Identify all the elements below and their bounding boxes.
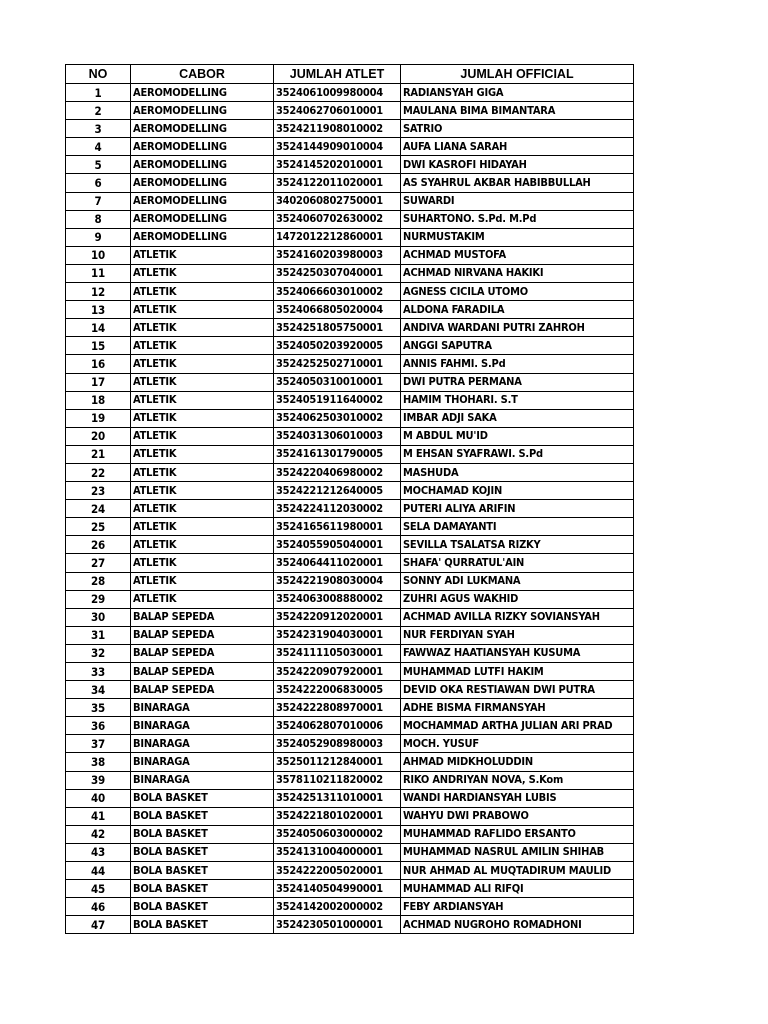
row-jumlah-atlet: 3524066805020004 xyxy=(274,301,401,319)
row-cabor: AEROMODELLING xyxy=(131,120,274,138)
row-cabor: BALAP SEPEDA xyxy=(131,626,274,644)
row-jumlah-official: NUR AHMAD AL MUQTADIRUM MAULID xyxy=(401,862,634,880)
row-jumlah-atlet: 3524050603000002 xyxy=(274,825,401,843)
row-jumlah-atlet: 3524122011020001 xyxy=(274,174,401,192)
row-jumlah-atlet: 3524230501000001 xyxy=(274,916,401,934)
row-jumlah-official: ADHE BISMA FIRMANSYAH xyxy=(401,699,634,717)
table-row xyxy=(66,735,634,753)
row-jumlah-atlet: 3524250307040001 xyxy=(274,264,401,282)
table-row xyxy=(66,699,634,717)
header-jumlah-official: JUMLAH OFFICIAL xyxy=(401,65,634,84)
row-jumlah-atlet: 3524220912020001 xyxy=(274,608,401,626)
table-row xyxy=(66,482,634,500)
table-row xyxy=(66,753,634,771)
row-cabor: BOLA BASKET xyxy=(131,916,274,934)
header-row xyxy=(66,65,634,84)
row-no: 42 xyxy=(66,825,131,843)
row-no: 34 xyxy=(66,681,131,699)
row-jumlah-official: MOCH. YUSUF xyxy=(401,735,634,753)
table-row xyxy=(66,590,634,608)
row-cabor: ATLETIK xyxy=(131,373,274,391)
row-no: 36 xyxy=(66,717,131,735)
row-jumlah-official: MUHAMMAD LUTFI HAKIM xyxy=(401,663,634,681)
row-cabor: BOLA BASKET xyxy=(131,880,274,898)
row-cabor: ATLETIK xyxy=(131,246,274,264)
table-row xyxy=(66,663,634,681)
row-no: 47 xyxy=(66,916,131,934)
table-row xyxy=(66,102,634,120)
row-no: 41 xyxy=(66,807,131,825)
row-cabor: AEROMODELLING xyxy=(131,210,274,228)
row-cabor: ATLETIK xyxy=(131,463,274,481)
table-row xyxy=(66,681,634,699)
row-no: 12 xyxy=(66,283,131,301)
row-jumlah-atlet: 3524050310010001 xyxy=(274,373,401,391)
row-cabor: ATLETIK xyxy=(131,319,274,337)
row-jumlah-official: HAMIM THOHARI. S.T xyxy=(401,391,634,409)
row-jumlah-atlet: 3524161301790005 xyxy=(274,445,401,463)
row-jumlah-atlet: 3524066603010002 xyxy=(274,283,401,301)
row-no: 35 xyxy=(66,699,131,717)
table-body xyxy=(66,84,634,934)
row-cabor: ATLETIK xyxy=(131,536,274,554)
row-no: 44 xyxy=(66,862,131,880)
row-jumlah-atlet: 3524224112030002 xyxy=(274,500,401,518)
row-no: 8 xyxy=(66,210,131,228)
row-jumlah-official: SEVILLA TSALATSA RIZKY xyxy=(401,536,634,554)
row-jumlah-atlet: 3524251311010001 xyxy=(274,789,401,807)
row-jumlah-atlet: 3402060802750001 xyxy=(274,192,401,210)
row-no: 39 xyxy=(66,771,131,789)
row-cabor: BOLA BASKET xyxy=(131,862,274,880)
row-jumlah-atlet: 3524231904030001 xyxy=(274,626,401,644)
row-jumlah-official: FAWWAZ HAATIANSYAH KUSUMA xyxy=(401,644,634,662)
row-no: 32 xyxy=(66,644,131,662)
row-jumlah-atlet: 3524061009980004 xyxy=(274,84,401,102)
row-no: 22 xyxy=(66,463,131,481)
table-row xyxy=(66,717,634,735)
row-cabor: AEROMODELLING xyxy=(131,192,274,210)
row-cabor: BALAP SEPEDA xyxy=(131,608,274,626)
row-jumlah-atlet: 3524221908030004 xyxy=(274,572,401,590)
row-no: 28 xyxy=(66,572,131,590)
table-row xyxy=(66,500,634,518)
header-jumlah-atlet: JUMLAH ATLET xyxy=(274,65,401,84)
row-no: 23 xyxy=(66,482,131,500)
row-jumlah-atlet: 3524062503010002 xyxy=(274,409,401,427)
row-jumlah-official: NUR FERDIYAN SYAH xyxy=(401,626,634,644)
row-cabor: ATLETIK xyxy=(131,283,274,301)
row-no: 5 xyxy=(66,156,131,174)
table-row xyxy=(66,391,634,409)
table-row xyxy=(66,572,634,590)
row-cabor: ATLETIK xyxy=(131,590,274,608)
table-row xyxy=(66,825,634,843)
row-no: 40 xyxy=(66,789,131,807)
row-no: 15 xyxy=(66,337,131,355)
row-jumlah-atlet: 3524060702630002 xyxy=(274,210,401,228)
row-jumlah-official: M EHSAN SYAFRAWI. S.Pd xyxy=(401,445,634,463)
row-no: 19 xyxy=(66,409,131,427)
row-jumlah-atlet: 3524251805750001 xyxy=(274,319,401,337)
row-jumlah-atlet: 3524221801020001 xyxy=(274,807,401,825)
table-row xyxy=(66,319,634,337)
header-cabor: CABOR xyxy=(131,65,274,84)
row-cabor: BINARAGA xyxy=(131,717,274,735)
row-jumlah-atlet: 3524062706010001 xyxy=(274,102,401,120)
row-jumlah-atlet: 3524051911640002 xyxy=(274,391,401,409)
table-row xyxy=(66,228,634,246)
row-no: 17 xyxy=(66,373,131,391)
row-no: 37 xyxy=(66,735,131,753)
row-cabor: ATLETIK xyxy=(131,427,274,445)
row-no: 18 xyxy=(66,391,131,409)
row-cabor: BALAP SEPEDA xyxy=(131,663,274,681)
table-row xyxy=(66,373,634,391)
row-jumlah-official: ANNIS FAHMI. S.Pd xyxy=(401,355,634,373)
row-cabor: ATLETIK xyxy=(131,264,274,282)
row-jumlah-official: AS SYAHRUL AKBAR HABIBBULLAH xyxy=(401,174,634,192)
row-jumlah-atlet: 3578110211820002 xyxy=(274,771,401,789)
row-cabor: BINARAGA xyxy=(131,771,274,789)
row-no: 9 xyxy=(66,228,131,246)
table-row xyxy=(66,337,634,355)
row-jumlah-official: SELA DAMAYANTI xyxy=(401,518,634,536)
table-row xyxy=(66,264,634,282)
row-jumlah-official: SHAFA' QURRATUL'AIN xyxy=(401,554,634,572)
row-no: 6 xyxy=(66,174,131,192)
row-jumlah-official: ACHMAD NIRVANA HAKIKI xyxy=(401,264,634,282)
row-cabor: ATLETIK xyxy=(131,554,274,572)
row-jumlah-official: AGNESS CICILA UTOMO xyxy=(401,283,634,301)
row-jumlah-atlet: 3524160203980003 xyxy=(274,246,401,264)
row-no: 45 xyxy=(66,880,131,898)
row-jumlah-atlet: 3524142002000002 xyxy=(274,898,401,916)
row-jumlah-official: ANDIVA WARDANI PUTRI ZAHROH xyxy=(401,319,634,337)
row-jumlah-atlet: 3524052908980003 xyxy=(274,735,401,753)
row-jumlah-atlet: 3524062807010006 xyxy=(274,717,401,735)
row-cabor: AEROMODELLING xyxy=(131,156,274,174)
row-jumlah-atlet: 3524064411020001 xyxy=(274,554,401,572)
row-jumlah-atlet: 3524131004000001 xyxy=(274,843,401,861)
row-cabor: ATLETIK xyxy=(131,337,274,355)
row-jumlah-atlet: 1472012212860001 xyxy=(274,228,401,246)
row-no: 27 xyxy=(66,554,131,572)
row-cabor: ATLETIK xyxy=(131,391,274,409)
table-row xyxy=(66,626,634,644)
row-jumlah-atlet: 3524165611980001 xyxy=(274,518,401,536)
row-no: 2 xyxy=(66,102,131,120)
row-no: 46 xyxy=(66,898,131,916)
row-no: 13 xyxy=(66,301,131,319)
row-jumlah-official: DWI KASROFI HIDAYAH xyxy=(401,156,634,174)
row-jumlah-atlet: 3524222808970001 xyxy=(274,699,401,717)
table-row xyxy=(66,210,634,228)
row-jumlah-atlet: 3525011212840001 xyxy=(274,753,401,771)
row-jumlah-official: AUFA LIANA SARAH xyxy=(401,138,634,156)
table-row xyxy=(66,174,634,192)
row-no: 14 xyxy=(66,319,131,337)
table-row xyxy=(66,355,634,373)
row-jumlah-atlet: 3524211908010002 xyxy=(274,120,401,138)
row-jumlah-official: MUHAMMAD ALI RIFQI xyxy=(401,880,634,898)
row-no: 24 xyxy=(66,500,131,518)
row-no: 29 xyxy=(66,590,131,608)
row-cabor: BOLA BASKET xyxy=(131,898,274,916)
row-cabor: ATLETIK xyxy=(131,572,274,590)
row-jumlah-atlet: 3524222006830005 xyxy=(274,681,401,699)
row-jumlah-official: PUTERI ALIYA ARIFIN xyxy=(401,500,634,518)
table-row xyxy=(66,192,634,210)
row-jumlah-official: IMBAR ADJI SAKA xyxy=(401,409,634,427)
row-cabor: ATLETIK xyxy=(131,355,274,373)
row-no: 1 xyxy=(66,84,131,102)
row-jumlah-atlet: 3524222005020001 xyxy=(274,862,401,880)
row-jumlah-official: AHMAD MIDKHOLUDDIN xyxy=(401,753,634,771)
athlete-table xyxy=(65,64,634,934)
row-jumlah-official: M ABDUL MU'ID xyxy=(401,427,634,445)
row-jumlah-atlet: 3524220406980002 xyxy=(274,463,401,481)
row-jumlah-atlet: 3524050203920005 xyxy=(274,337,401,355)
row-cabor: BOLA BASKET xyxy=(131,807,274,825)
table-row xyxy=(66,536,634,554)
row-cabor: BOLA BASKET xyxy=(131,789,274,807)
table-row xyxy=(66,445,634,463)
table-row xyxy=(66,789,634,807)
table-row xyxy=(66,644,634,662)
row-no: 43 xyxy=(66,843,131,861)
row-no: 20 xyxy=(66,427,131,445)
table-row xyxy=(66,427,634,445)
table-row xyxy=(66,246,634,264)
row-jumlah-atlet: 3524145202010001 xyxy=(274,156,401,174)
row-jumlah-atlet: 3524220907920001 xyxy=(274,663,401,681)
row-jumlah-official: SATRIO xyxy=(401,120,634,138)
row-cabor: ATLETIK xyxy=(131,445,274,463)
row-jumlah-official: MAULANA BIMA BIMANTARA xyxy=(401,102,634,120)
row-cabor: AEROMODELLING xyxy=(131,84,274,102)
row-cabor: AEROMODELLING xyxy=(131,174,274,192)
row-cabor: AEROMODELLING xyxy=(131,228,274,246)
table-row xyxy=(66,843,634,861)
row-no: 25 xyxy=(66,518,131,536)
row-no: 30 xyxy=(66,608,131,626)
row-no: 26 xyxy=(66,536,131,554)
row-no: 3 xyxy=(66,120,131,138)
row-no: 33 xyxy=(66,663,131,681)
row-cabor: BINARAGA xyxy=(131,735,274,753)
row-no: 21 xyxy=(66,445,131,463)
header-no: NO xyxy=(66,65,131,84)
row-cabor: ATLETIK xyxy=(131,500,274,518)
table-row xyxy=(66,283,634,301)
row-jumlah-atlet: 3524111105030001 xyxy=(274,644,401,662)
row-cabor: ATLETIK xyxy=(131,482,274,500)
row-no: 7 xyxy=(66,192,131,210)
table-row xyxy=(66,898,634,916)
row-cabor: BALAP SEPEDA xyxy=(131,681,274,699)
row-cabor: BINARAGA xyxy=(131,699,274,717)
row-jumlah-atlet: 3524221212640005 xyxy=(274,482,401,500)
row-jumlah-atlet: 3524144909010004 xyxy=(274,138,401,156)
row-jumlah-official: WAHYU DWI PRABOWO xyxy=(401,807,634,825)
row-no: 31 xyxy=(66,626,131,644)
row-jumlah-official: WANDI HARDIANSYAH LUBIS xyxy=(401,789,634,807)
row-jumlah-official: DWI PUTRA PERMANA xyxy=(401,373,634,391)
row-no: 4 xyxy=(66,138,131,156)
row-jumlah-official: RIKO ANDRIYAN NOVA, S.Kom xyxy=(401,771,634,789)
table-row xyxy=(66,84,634,102)
table-row xyxy=(66,608,634,626)
row-cabor: BOLA BASKET xyxy=(131,843,274,861)
row-cabor: ATLETIK xyxy=(131,518,274,536)
table-row xyxy=(66,301,634,319)
row-jumlah-official: SONNY ADI LUKMANA xyxy=(401,572,634,590)
row-jumlah-official: SUHARTONO. S.Pd. M.Pd xyxy=(401,210,634,228)
row-no: 10 xyxy=(66,246,131,264)
row-no: 11 xyxy=(66,264,131,282)
table-row xyxy=(66,463,634,481)
row-jumlah-official: DEVID OKA RESTIAWAN DWI PUTRA xyxy=(401,681,634,699)
table-row xyxy=(66,554,634,572)
row-jumlah-official: ZUHRI AGUS WAKHID xyxy=(401,590,634,608)
row-jumlah-official: MUHAMMAD RAFLIDO ERSANTO xyxy=(401,825,634,843)
row-jumlah-official: RADIANSYAH GIGA xyxy=(401,84,634,102)
row-jumlah-atlet: 3524055905040001 xyxy=(274,536,401,554)
row-jumlah-atlet: 3524031306010003 xyxy=(274,427,401,445)
row-jumlah-official: ALDONA FARADILA xyxy=(401,301,634,319)
table-row xyxy=(66,807,634,825)
table-row xyxy=(66,138,634,156)
row-cabor: BALAP SEPEDA xyxy=(131,644,274,662)
row-cabor: ATLETIK xyxy=(131,301,274,319)
row-cabor: AEROMODELLING xyxy=(131,138,274,156)
row-jumlah-atlet: 3524252502710001 xyxy=(274,355,401,373)
row-cabor: AEROMODELLING xyxy=(131,102,274,120)
row-jumlah-official: ACHMAD MUSTOFA xyxy=(401,246,634,264)
table-row xyxy=(66,880,634,898)
row-jumlah-official: FEBY ARDIANSYAH xyxy=(401,898,634,916)
table-row xyxy=(66,518,634,536)
row-jumlah-official: MASHUDA xyxy=(401,463,634,481)
row-jumlah-atlet: 3524063008880002 xyxy=(274,590,401,608)
row-jumlah-official: SUWARDI xyxy=(401,192,634,210)
table-row xyxy=(66,409,634,427)
table-row xyxy=(66,120,634,138)
table-row xyxy=(66,156,634,174)
row-no: 16 xyxy=(66,355,131,373)
row-no: 38 xyxy=(66,753,131,771)
row-jumlah-official: ANGGI SAPUTRA xyxy=(401,337,634,355)
row-cabor: ATLETIK xyxy=(131,409,274,427)
row-jumlah-official: MOCHAMMAD ARTHA JULIAN ARI PRAD xyxy=(401,717,634,735)
row-cabor: BINARAGA xyxy=(131,753,274,771)
row-jumlah-official: NURMUSTAKIM xyxy=(401,228,634,246)
table-row xyxy=(66,771,634,789)
table-row xyxy=(66,916,634,934)
row-jumlah-atlet: 3524140504990001 xyxy=(274,880,401,898)
row-jumlah-official: MOCHAMAD KOJIN xyxy=(401,482,634,500)
table-row xyxy=(66,862,634,880)
row-jumlah-official: ACHMAD NUGROHO ROMADHONI xyxy=(401,916,634,934)
row-jumlah-official: ACHMAD AVILLA RIZKY SOVIANSYAH xyxy=(401,608,634,626)
row-cabor: BOLA BASKET xyxy=(131,825,274,843)
row-jumlah-official: MUHAMMAD NASRUL AMILIN SHIHAB xyxy=(401,843,634,861)
